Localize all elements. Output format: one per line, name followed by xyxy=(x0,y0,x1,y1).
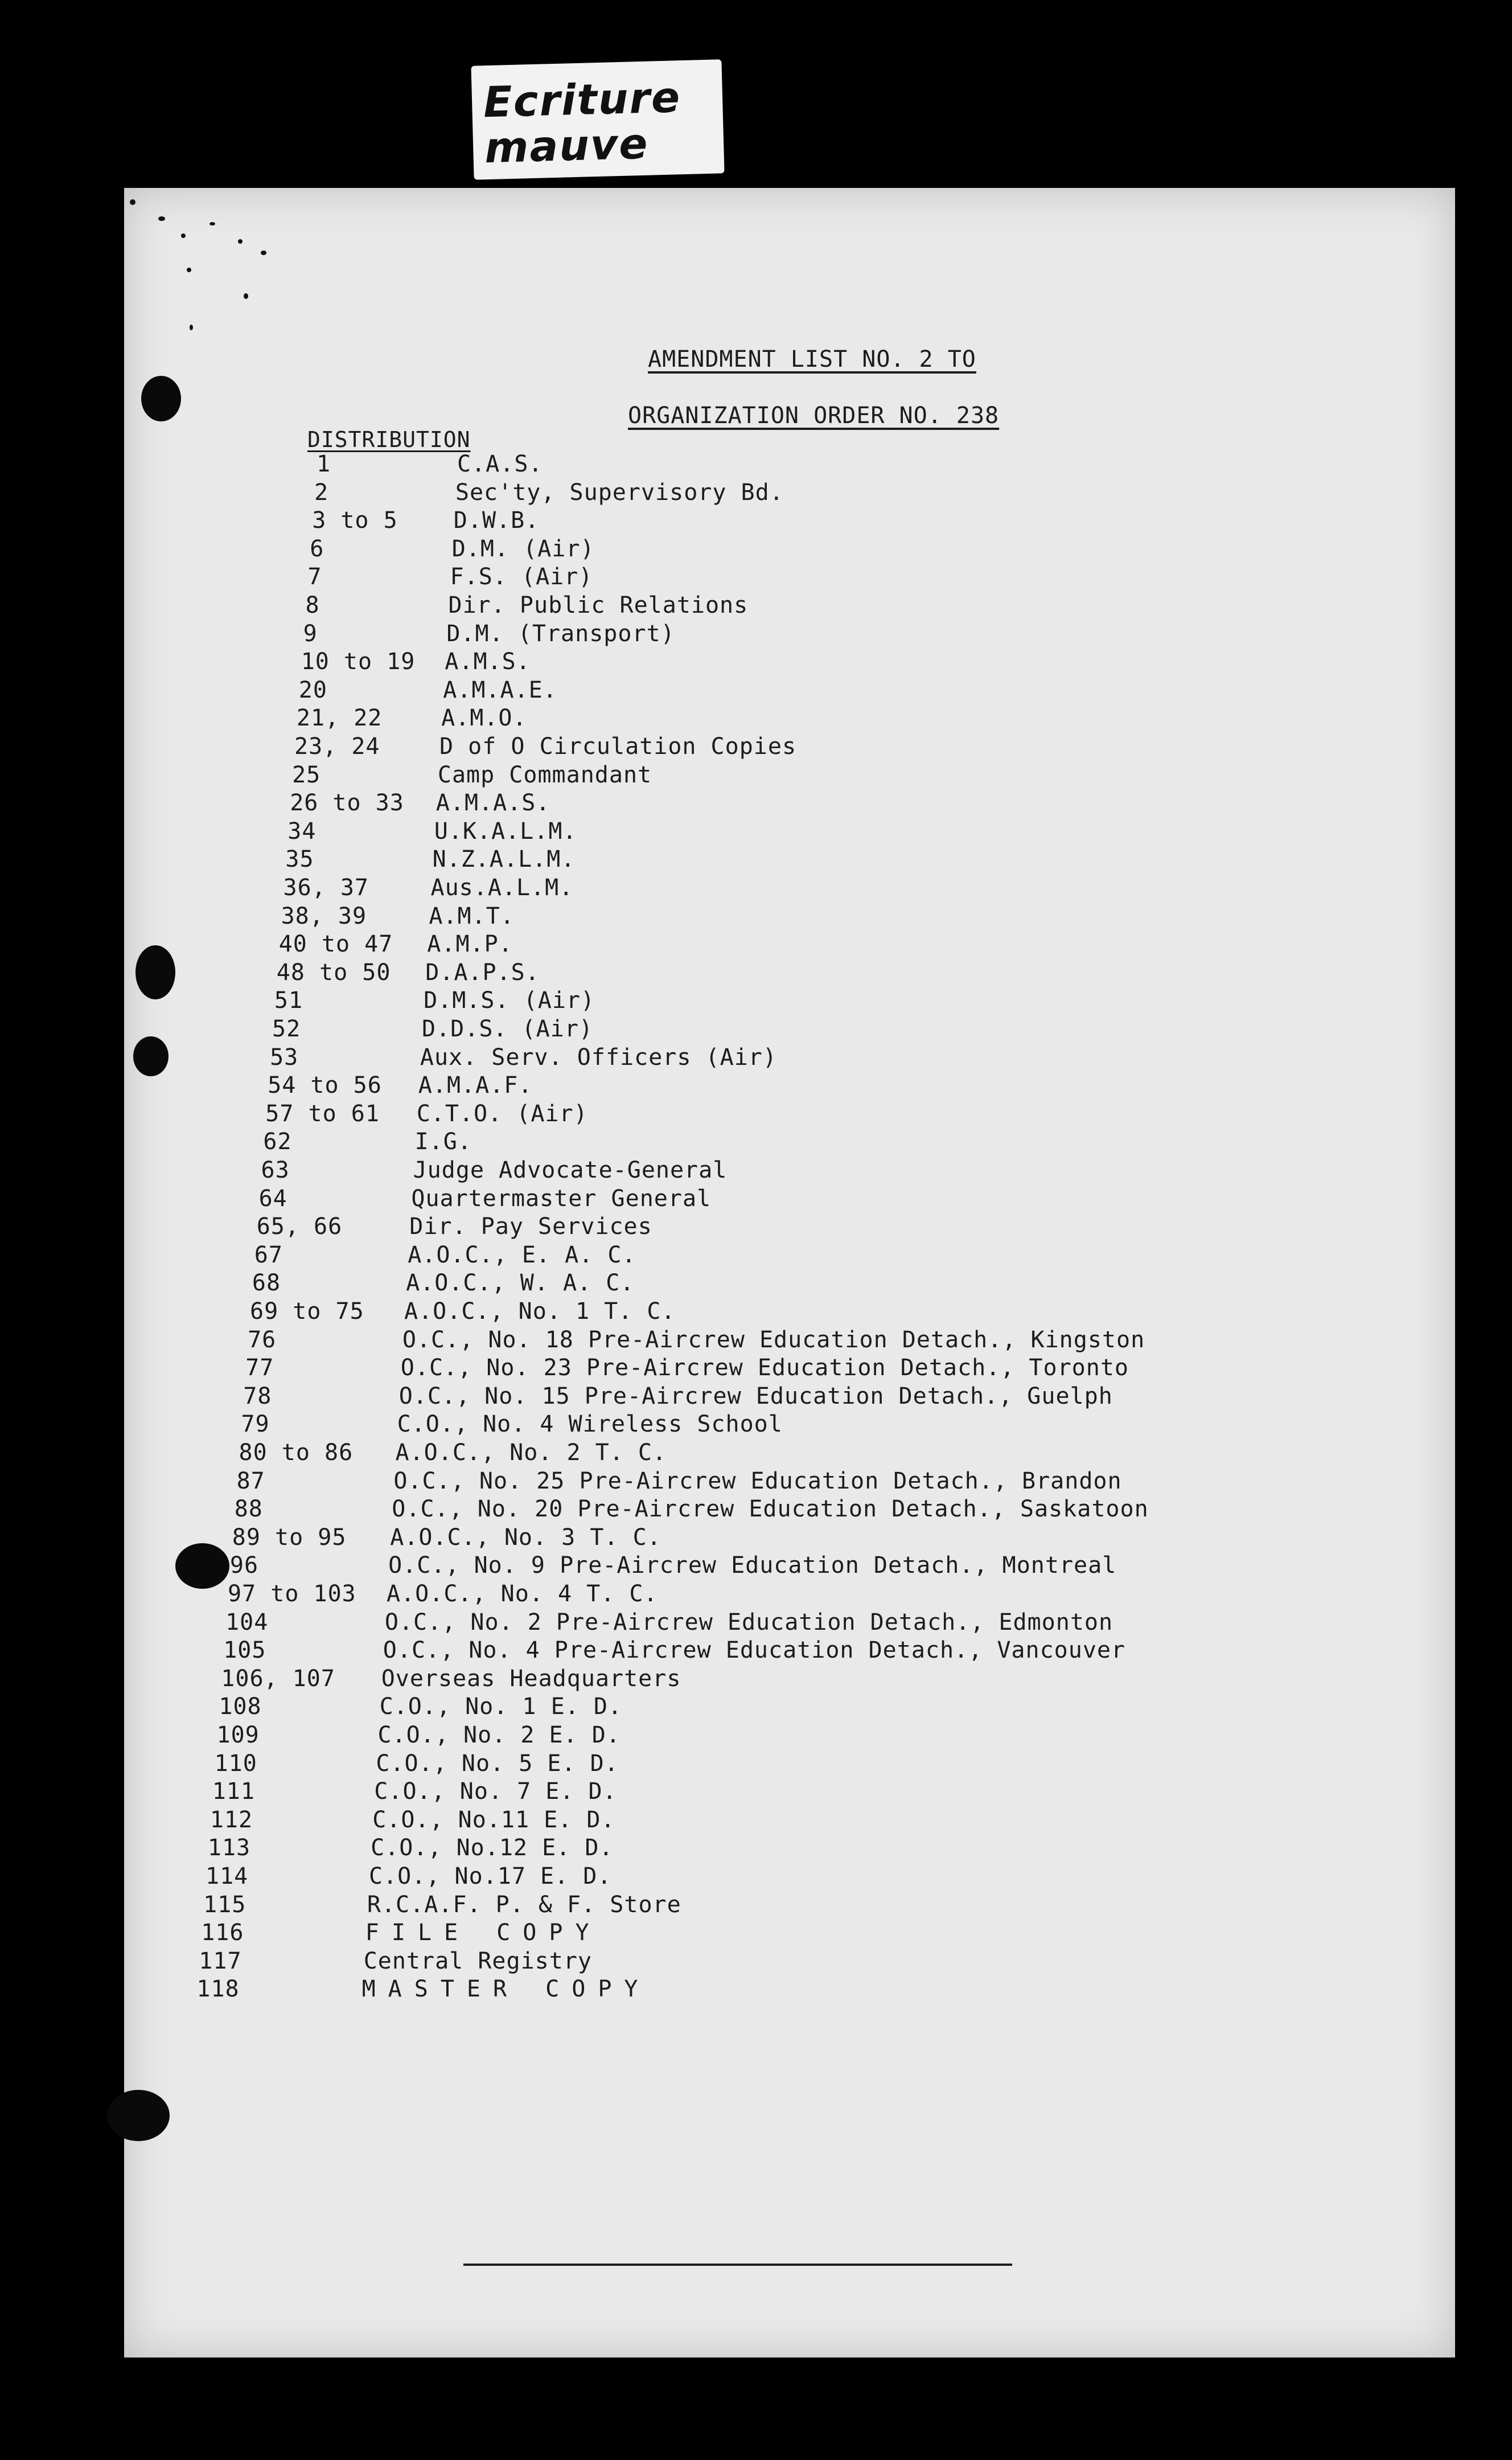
recipient: R.C.A.F. P. & F. Store xyxy=(367,1891,681,1918)
label-line-2: mauve xyxy=(484,119,650,173)
copy-number: 96 xyxy=(229,1552,259,1579)
distribution-row xyxy=(124,622,1433,650)
copy-number: 111 xyxy=(212,1778,255,1805)
copy-number: 65, 66 xyxy=(256,1213,343,1240)
copy-number: 68 xyxy=(252,1270,281,1297)
distribution-row xyxy=(124,1498,1433,1525)
recipient: Overseas Headquarters xyxy=(381,1665,681,1692)
recipient: Judge Advocate-General xyxy=(413,1157,728,1183)
distribution-row xyxy=(124,848,1433,875)
copy-number: 114 xyxy=(206,1863,249,1889)
distribution-row xyxy=(124,1300,1433,1327)
distribution-row xyxy=(124,1241,1433,1271)
recipient: C.O., No. 1 E. D. xyxy=(379,1694,622,1720)
distribution-row xyxy=(124,1130,1433,1158)
copy-number: 67 xyxy=(254,1241,283,1268)
distribution-row xyxy=(124,1159,1433,1186)
distribution-row xyxy=(124,1046,1433,1073)
distribution-row xyxy=(124,1526,1433,1553)
recipient: A.M.P. xyxy=(427,931,513,958)
copy-number: 76 xyxy=(248,1326,277,1353)
speck xyxy=(181,233,186,238)
distribution-row xyxy=(124,453,1433,480)
distribution-row xyxy=(124,1441,1433,1469)
distribution-row xyxy=(124,876,1433,904)
distribution-row xyxy=(124,1639,1433,1666)
recipient: D.M. (Transport) xyxy=(446,620,675,647)
recipient: F.S. (Air) xyxy=(450,564,593,591)
distribution-row xyxy=(124,1582,1433,1610)
copy-number: 97 to 103 xyxy=(228,1581,356,1607)
recipient: A.M.A.E. xyxy=(443,676,557,703)
recipient: D.D.S. (Air) xyxy=(422,1016,593,1042)
copy-number: 118 xyxy=(196,1976,240,2003)
distribution-row xyxy=(124,535,1433,565)
copy-number: 104 xyxy=(225,1609,269,1635)
recipient: O.C., No. 15 Pre-Aircrew Education Detach., Guelph xyxy=(398,1383,1113,1409)
punch-hole-5 xyxy=(107,2090,170,2141)
copy-number: 38, 39 xyxy=(281,903,367,929)
copy-number: 20 xyxy=(298,676,327,703)
copy-number: 113 xyxy=(207,1835,251,1862)
copy-number: 23, 24 xyxy=(294,733,380,760)
recipient: U.K.A.L.M. xyxy=(434,818,577,844)
organization-order-heading: ORGANIZATION ORDER NO. 238 xyxy=(628,403,1000,429)
copy-number: 62 xyxy=(263,1129,292,1155)
copy-number: 51 xyxy=(274,987,303,1014)
recipient: A.M.O. xyxy=(441,705,527,732)
label-line-1: Ecriture xyxy=(483,73,682,128)
recipient: O.C., No. 9 Pre-Aircrew Education Detach., Montreal xyxy=(388,1552,1117,1579)
recipient: A.O.C., No. 4 T. C. xyxy=(387,1581,658,1607)
distribution-row xyxy=(124,1780,1433,1807)
recipient: A.O.C., No. 1 T. C. xyxy=(404,1298,676,1325)
copy-number: 48 to 50 xyxy=(276,959,391,986)
copy-number: 25 xyxy=(292,761,321,788)
speck xyxy=(187,268,191,272)
copy-number: 35 xyxy=(285,846,314,873)
recipient: Central Registry xyxy=(363,1948,592,1974)
distribution-row xyxy=(124,1018,1433,1045)
copy-number: 1 xyxy=(317,451,331,477)
copy-number: 108 xyxy=(219,1694,262,1720)
recipient: C.O., No. 2 E. D. xyxy=(377,1722,621,1748)
speck xyxy=(130,199,135,205)
copy-number: 63 xyxy=(261,1157,290,1183)
speck xyxy=(238,239,243,244)
copy-number: 9 xyxy=(303,620,318,647)
distribution-row xyxy=(124,481,1433,509)
distribution-row xyxy=(124,594,1433,621)
recipient: C.O., No. 7 E. D. xyxy=(374,1778,617,1805)
recipient: A.O.C., No. 3 T. C. xyxy=(390,1524,662,1551)
copy-number: 78 xyxy=(243,1383,272,1409)
distribution-row xyxy=(124,1611,1433,1638)
recipient: C.O., No.11 E. D. xyxy=(372,1806,615,1833)
copy-number: 3 to 5 xyxy=(312,507,398,534)
recipient: Sec'ty, Supervisory Bd. xyxy=(455,479,784,506)
recipient: D.M. (Air) xyxy=(451,535,595,562)
recipient: Dir. Public Relations xyxy=(448,592,749,618)
copy-number: 21, 22 xyxy=(296,705,383,732)
distribution-row xyxy=(124,1806,1433,1836)
copy-number: 89 to 95 xyxy=(232,1524,347,1551)
recipient: Camp Commandant xyxy=(437,761,652,788)
recipient: A.M.A.F. xyxy=(418,1072,533,1099)
copy-number: 34 xyxy=(287,818,317,844)
distribution-row xyxy=(124,1724,1433,1751)
distribution-row xyxy=(124,820,1433,847)
recipient: O.C., No. 25 Pre-Aircrew Education Detach., Brandon xyxy=(393,1467,1122,1494)
distribution-row xyxy=(124,735,1433,762)
distribution-row xyxy=(124,565,1433,593)
copy-number: 26 to 33 xyxy=(290,790,404,817)
recipient: C.O., No.12 E. D. xyxy=(371,1835,614,1862)
recipient: A.O.C., W. A. C. xyxy=(406,1270,635,1297)
distribution-row xyxy=(124,961,1433,989)
recipient: O.C., No. 18 Pre-Aircrew Education Detach., Kingston xyxy=(402,1326,1145,1353)
copy-number: 10 to 19 xyxy=(301,649,416,675)
recipient: A.O.C., E. A. C. xyxy=(408,1241,636,1268)
copy-number: 54 to 56 xyxy=(268,1072,382,1099)
handwritten-label-card xyxy=(471,59,724,179)
amendment-list-heading: AMENDMENT LIST NO. 2 TO xyxy=(648,346,976,372)
recipient: O.C., No. 23 Pre-Aircrew Education Detach., Toronto xyxy=(400,1355,1129,1381)
recipient: O.C., No. 20 Pre-Aircrew Education Detach., Saskatoon xyxy=(392,1496,1149,1523)
recipient: A.M.S. xyxy=(445,649,531,675)
distribution-row xyxy=(124,707,1433,734)
copy-number: 88 xyxy=(234,1496,263,1523)
copy-number: 80 to 86 xyxy=(239,1440,354,1466)
distribution-row xyxy=(124,1978,1433,2005)
distribution-row xyxy=(124,676,1433,706)
speck xyxy=(209,222,215,226)
distribution-row xyxy=(124,933,1433,960)
recipient: C.T.O. (Air) xyxy=(416,1100,588,1127)
recipient: D.W.B. xyxy=(453,507,540,534)
distribution-heading: DISTRIBUTION xyxy=(307,427,471,452)
distribution-row xyxy=(124,989,1433,1016)
document-page xyxy=(124,188,1455,2358)
copy-number: 117 xyxy=(199,1948,242,1974)
copy-number: 7 xyxy=(307,564,322,591)
distribution-row xyxy=(124,1950,1433,1977)
distribution-row xyxy=(124,1836,1433,1864)
recipient: Aus.A.L.M. xyxy=(430,875,574,901)
recipient: D.A.P.S. xyxy=(425,959,540,986)
recipient: O.C., No. 2 Pre-Aircrew Education Detach., Edmonton xyxy=(384,1609,1114,1635)
recipient: I.G. xyxy=(414,1129,472,1155)
recipient: FILE COPY xyxy=(365,1920,602,1946)
recipient: C.O., No.17 E. D. xyxy=(369,1863,612,1889)
copy-number: 116 xyxy=(201,1920,244,1946)
recipient: D of O Circulation Copies xyxy=(439,733,797,760)
recipient: O.C., No. 4 Pre-Aircrew Education Detach., Vancouver xyxy=(383,1637,1126,1664)
copy-number: 36, 37 xyxy=(283,875,369,901)
speck xyxy=(190,325,193,330)
distribution-row xyxy=(124,1921,1433,1949)
recipient: A.M.T. xyxy=(429,903,515,929)
copy-number: 115 xyxy=(203,1891,246,1918)
recipient: A.O.C., No. 2 T. C. xyxy=(395,1440,667,1466)
distribution-row xyxy=(124,650,1433,678)
recipient: N.Z.A.L.M. xyxy=(432,846,576,873)
distribution-row xyxy=(124,1865,1433,1892)
copy-number: 109 xyxy=(216,1722,260,1748)
copy-number: 52 xyxy=(272,1016,301,1042)
recipient: MASTER COPY xyxy=(361,1976,651,2003)
distribution-row xyxy=(124,1667,1433,1695)
distribution-row xyxy=(124,1102,1433,1130)
distribution-row xyxy=(124,1413,1433,1440)
recipient: Aux. Serv. Officers (Air) xyxy=(420,1044,777,1071)
copy-number: 69 to 75 xyxy=(250,1298,364,1325)
copy-number: 105 xyxy=(223,1637,266,1664)
recipient: C.O., No. 4 Wireless School xyxy=(397,1411,783,1438)
recipient: C.A.S. xyxy=(457,451,543,477)
copy-number: 112 xyxy=(209,1806,253,1833)
distribution-row xyxy=(124,761,1433,791)
distribution-row xyxy=(124,1326,1433,1356)
signature-line xyxy=(463,2264,1012,2266)
recipient: A.M.A.S. xyxy=(435,790,550,817)
distribution-row xyxy=(124,1272,1433,1299)
distribution-row xyxy=(124,905,1433,932)
distribution-row xyxy=(124,1385,1433,1412)
copy-number: 77 xyxy=(245,1355,274,1381)
copy-number: 110 xyxy=(214,1750,257,1777)
speck xyxy=(158,216,165,221)
distribution-row xyxy=(124,509,1433,536)
distribution-row xyxy=(124,1215,1433,1243)
distribution-row xyxy=(124,1074,1433,1101)
distribution-row xyxy=(124,1695,1433,1723)
copy-number: 40 to 47 xyxy=(278,931,393,958)
distribution-row xyxy=(124,792,1433,819)
recipient: Dir. Pay Services xyxy=(409,1213,652,1240)
copy-number: 6 xyxy=(310,535,324,562)
copy-number: 64 xyxy=(258,1185,287,1212)
distribution-row xyxy=(124,1893,1433,1921)
speck xyxy=(244,293,248,299)
distribution-row xyxy=(124,1187,1433,1215)
copy-number: 87 xyxy=(236,1467,265,1494)
recipient: Quartermaster General xyxy=(411,1185,712,1212)
copy-number: 53 xyxy=(270,1044,299,1071)
punch-hole-1 xyxy=(141,376,181,421)
speck xyxy=(261,251,266,255)
distribution-row xyxy=(124,1356,1433,1384)
copy-number: 8 xyxy=(305,592,320,618)
distribution-row xyxy=(124,1554,1433,1581)
recipient: C.O., No. 5 E. D. xyxy=(376,1750,619,1777)
recipient: D.M.S. (Air) xyxy=(424,987,595,1014)
distribution-row xyxy=(124,1467,1433,1497)
distribution-row xyxy=(124,1752,1433,1780)
copy-number: 2 xyxy=(314,479,329,506)
copy-number: 106, 107 xyxy=(221,1665,335,1692)
copy-number: 79 xyxy=(241,1411,270,1438)
copy-number: 57 to 61 xyxy=(265,1100,380,1127)
